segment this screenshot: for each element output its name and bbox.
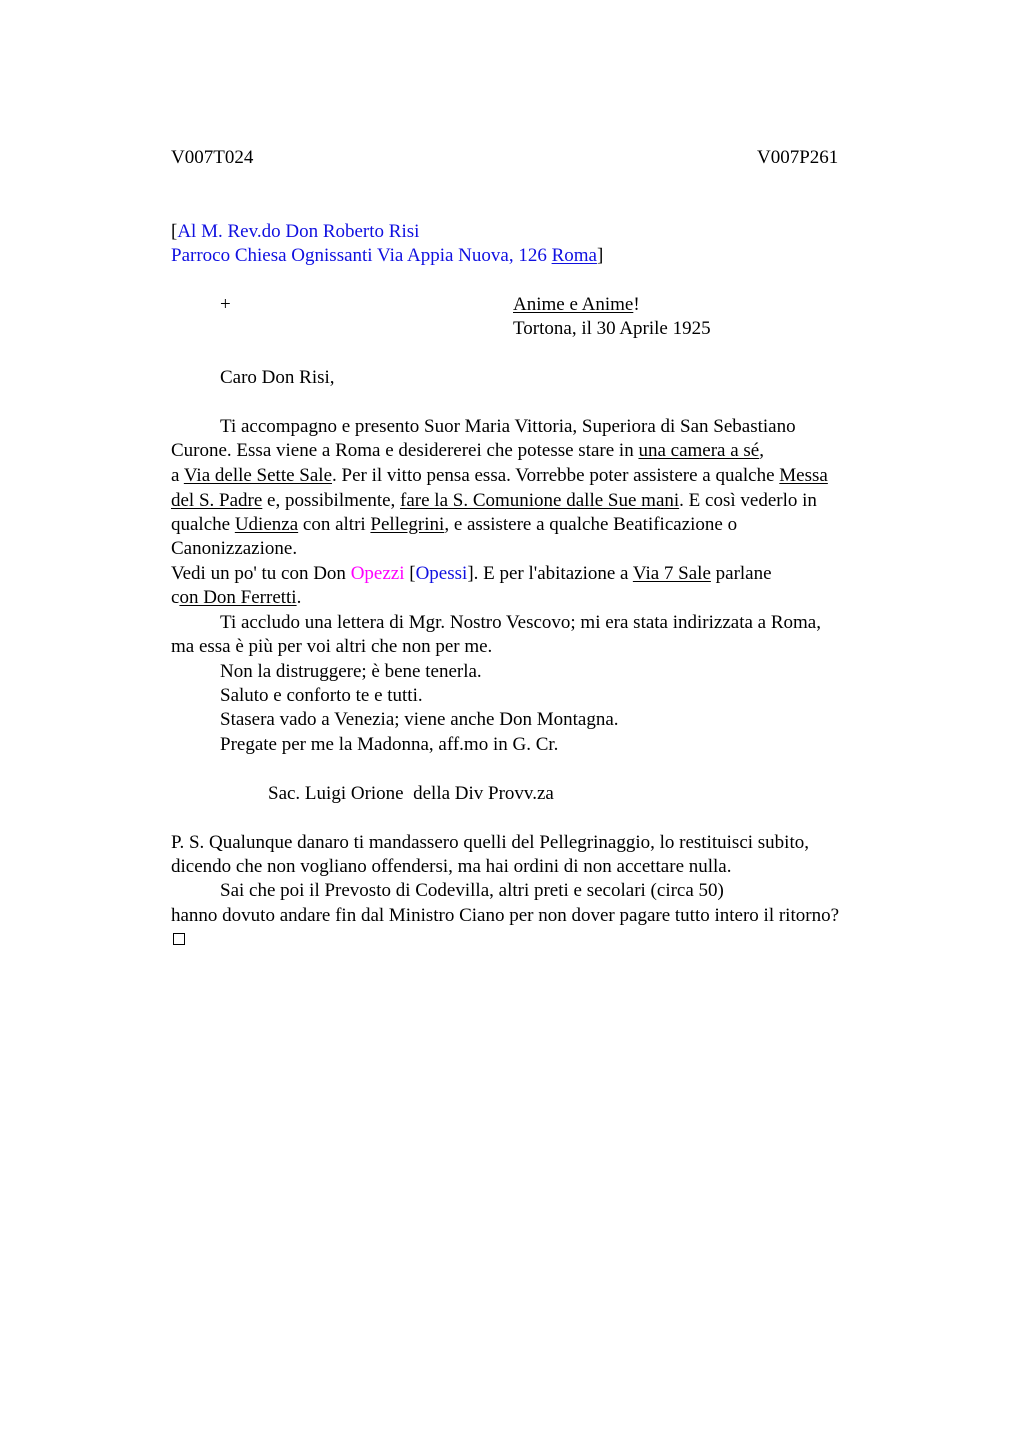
postscript-line: P. S. Qualunque danaro ti mandassero quelli del Pellegrinaggio, lo restituisci subito, [171, 832, 809, 853]
motto-punct: ! [633, 294, 640, 315]
underlined-text: Udienza [234, 514, 299, 535]
text-span: [ [404, 563, 416, 584]
underlined-text: Via delle Sette Sale [183, 465, 333, 486]
document-code-left: V007T024 [171, 147, 254, 168]
body-line [171, 439, 764, 463]
underlined-text: del S. Padre [171, 490, 263, 511]
text-span: qualche [171, 514, 235, 535]
text-span: Curone. Essa viene a Roma e desidererei che potesse stare in [171, 440, 639, 461]
postscript-line: hanno dovuto andare fin dal Ministro Ciano per non dover pagare tutto intero il ritorno? [171, 905, 839, 926]
body-line [171, 562, 772, 586]
text-span: . Per il vitto pensa essa. Vorrebbe poter assistere a qualche [332, 465, 780, 486]
text-span: , e assistere a qualche Beatificazione o [444, 514, 738, 535]
recipient-city: Roma [551, 245, 597, 266]
text-span: con altri [298, 514, 371, 535]
underlined-text: on Don Ferretti [179, 587, 297, 608]
text-span: a [171, 465, 184, 486]
bracket-close: ] [596, 245, 604, 266]
text-span: parlane [710, 563, 772, 584]
body-line [171, 464, 828, 488]
text-span: c [171, 587, 180, 608]
body-line: Canonizzazione. [171, 538, 298, 559]
salutation: Caro Don Risi, [220, 367, 335, 388]
motto-text: Anime e Anime [513, 294, 634, 315]
postscript-line: Sai che poi il Prevosto di Codevilla, altri preti e secolari (circa 50) [220, 880, 724, 901]
underlined-text: fare la S. Comunione dalle Sue mani [400, 490, 680, 511]
body-line [171, 586, 301, 610]
address-line-2 [171, 244, 603, 268]
underlined-text: Messa [779, 465, 828, 486]
body-line [171, 513, 737, 537]
postscript-line: dicendo che non vogliano offendersi, ma hai ordini di non accettare nulla. [171, 856, 732, 877]
underlined-text: una camera a sé [638, 440, 760, 461]
body-line: Ti accludo una lettera di Mgr. Nostro Vescovo; mi era stata indirizzata a Roma, [220, 612, 821, 633]
body-line: Ti accompagno e presento Suor Maria Vittoria, Superiora di San Sebastiano [220, 416, 796, 437]
body-line: Saluto e conforto te e tutti. [220, 685, 423, 706]
end-square-icon [173, 933, 185, 945]
text-span: . [296, 587, 302, 608]
text-span: e, possibilmente, [262, 490, 401, 511]
body-line: ma essa è più per voi altri che non per me. [171, 636, 493, 657]
underlined-text: Via 7 Sale [632, 563, 711, 584]
place-date: Tortona, il 30 Aprile 1925 [513, 318, 711, 339]
original-name: Opezzi [350, 563, 405, 584]
bracket-open: [ [171, 221, 178, 242]
underlined-text: Pellegrini [370, 514, 445, 535]
text-span: Vedi un po' tu con Don [171, 563, 351, 584]
recipient-address: Parroco Chiesa Ognissanti Via Appia Nuova, 126 [171, 245, 552, 266]
corrected-name: Opessi [415, 563, 468, 584]
text-span: . E così vederlo in [679, 490, 817, 511]
recipient-name: Al M. Rev.do Don Roberto Risi [177, 221, 420, 242]
cross-symbol: + [220, 294, 231, 315]
body-line: Stasera vado a Venezia; viene anche Don Montagna. [220, 709, 619, 730]
address-line-1 [171, 220, 419, 244]
text-span: , [759, 440, 764, 461]
body-line [171, 489, 817, 513]
text-span: ]. E per l'abitazione a [467, 563, 633, 584]
motto [513, 293, 640, 317]
body-line: Pregate per me la Madonna, aff.mo in G. Cr. [220, 734, 559, 755]
document-code-right: V007P261 [757, 147, 839, 168]
body-line: Non la distruggere; è bene tenerla. [220, 661, 482, 682]
signature: Sac. Luigi Orione della Div Provv.za [268, 783, 554, 804]
